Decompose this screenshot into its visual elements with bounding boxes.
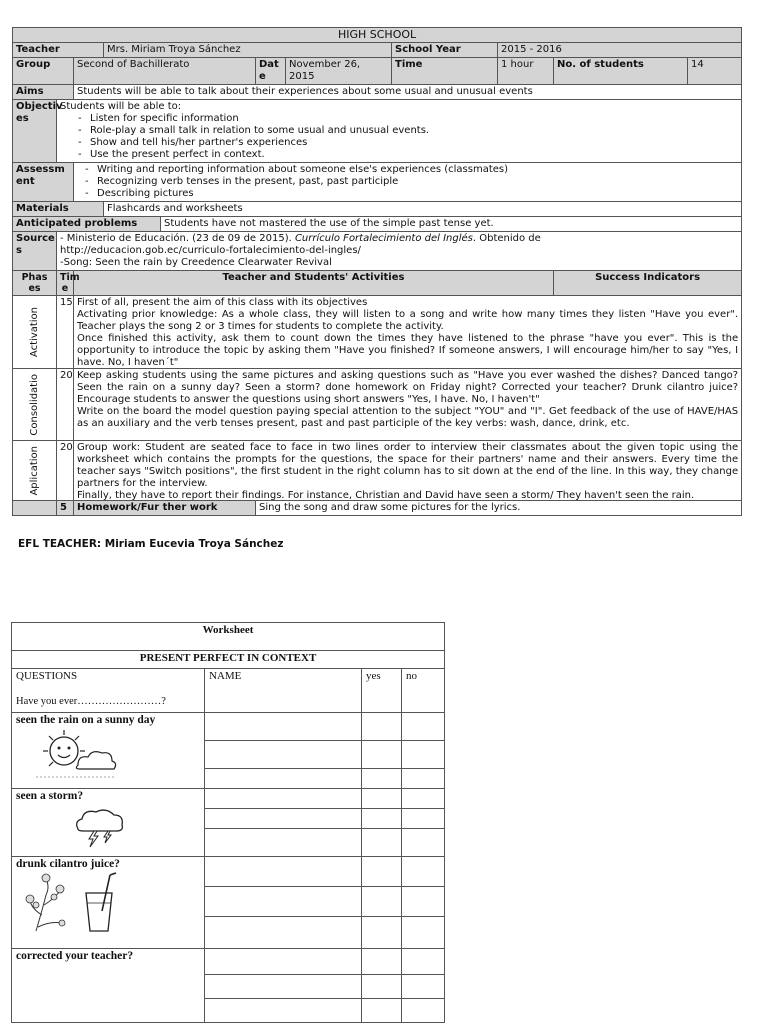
objectives-intro: Students will be able to:	[60, 101, 182, 112]
aims-value: Students will be able to talk about their experiences about some usual and unusual events	[74, 85, 742, 100]
question-cell	[12, 949, 205, 1023]
objectives-cell	[57, 100, 742, 163]
questions-header: QUESTIONS Have you ever……………………?	[12, 669, 205, 713]
teacher-value: Mrs. Miriam Troya Sánchez	[104, 43, 392, 58]
phase-consolidation: Consolidatio	[13, 369, 57, 441]
no-header: no	[402, 669, 445, 713]
activity-cell: First of all, present the aim of this class with its objectives Activating prior knowledge: As a whole class, they will listen to a song and write how many times they listen "Have you ever". Teacher plays the song 2 or 3 times for students to complete the activity. Once finished this activity, ask them to count down the times they have listened to the phrase "have you ever". This is the opportunity to introduce the topic by asking them "Have you finished? If someone answers, I will encourage him/her to say "Yes, I have. No, I haven´t"	[74, 296, 742, 369]
homework-value: Sing the song and draw some pictures for the lyrics.	[256, 501, 742, 516]
problems-value: Students have not mastered the use of the simple past tense yet.	[161, 217, 742, 232]
phase-activation: Activation	[13, 296, 57, 369]
time-header: Tim e	[57, 271, 74, 296]
group-label: Group	[13, 58, 74, 85]
row-time: 15	[57, 296, 74, 369]
question-cell	[12, 713, 205, 789]
objectives-label: Objectiv es	[13, 100, 57, 163]
group-value: Second of Bachillerato	[74, 58, 256, 85]
date-label: Dat e	[256, 58, 286, 85]
assessment-item: - Describing pictures	[77, 188, 738, 200]
objective-item: - Show and tell his/her partner's experiences	[70, 137, 738, 149]
row-time: 20	[57, 441, 74, 501]
worksheet-subtitle: PRESENT PERFECT IN CONTEXT	[12, 651, 445, 669]
students-label: No. of students	[554, 58, 688, 85]
materials-label: Materials	[13, 202, 104, 217]
homework-time: 5	[57, 501, 74, 516]
materials-value: Flashcards and worksheets	[104, 202, 742, 217]
question-text: seen a storm?	[16, 790, 84, 802]
phases-header: Phas es	[13, 271, 57, 296]
problems-label: Anticipated problems	[13, 217, 161, 232]
row-time: 20	[57, 369, 74, 441]
school-title: HIGH SCHOOL	[13, 28, 742, 43]
teacher-signature-line: EFL TEACHER: Miriam Eucevia Troya Sánchez	[18, 538, 284, 550]
source-url: http://educacion.gob.ec/curriculo-fortalecimiento-del-ingles/	[60, 245, 361, 256]
date-value: November 26, 2015	[286, 58, 392, 85]
lesson-plan-table	[12, 27, 742, 516]
storm-cloud-icon	[16, 803, 136, 843]
objective-item: - Role-play a small talk in relation to some usual and unusual events.	[70, 125, 738, 137]
activity-cell: Group work: Student are seated face to face in two lines order to interview their classmates about the given topic using the worksheet which contains the prompts for the questions, the space for their partners' name and their answers. Every time the teacher says "Switch positions", the first student in the right column has to sit down at the end of the line. In this way, they change partners for the interview. Finally, they have to report their findings. For instance, Christian and David have seen a storm/ They haven't seen the rain.	[74, 441, 742, 501]
worksheet-table	[11, 622, 445, 1023]
objective-item: - Use the present perfect in context.	[70, 149, 738, 161]
objective-item: - Listen for specific information	[70, 113, 738, 125]
source-song: -Song: Seen the rain by Creedence Clearwater Revival	[60, 257, 332, 268]
aims-label: Aims	[13, 85, 74, 100]
activity-cell: Keep asking students using the same pictures and asking questions such as "Have you ever washed the dishes? Danced tango? Seen the rain on a sunny day? Seen a storm? done homework on Friday night? Corrected your teacher? Drunk cilantro juice? Encourage students to answer the questions using short answers "Yes, I have. No, I haven't" Write on the board the model question paying special attention to the subject "YOU" and "I". Get feedback of the use of HAVE/HAS as an auxiliary and the verb tenses present, past and past participle of the key verbs: wash, dance, drink, etc.	[74, 369, 742, 441]
assessment-cell	[74, 163, 742, 202]
time-label: Time	[392, 58, 498, 85]
assessment-item: - Writing and reporting information about someone else's experiences (classmates)	[77, 164, 738, 176]
question-text: seen the rain on a sunny day	[16, 714, 156, 726]
yes-header: yes	[362, 669, 402, 713]
success-header: Success Indicators	[554, 271, 742, 296]
source-title: Currículo Fortalecimiento del Inglés	[294, 233, 473, 244]
question-cell	[12, 857, 205, 949]
sources-label: Source s	[13, 232, 57, 271]
question-text: corrected your teacher?	[16, 950, 134, 962]
homework-label: Homework/Fur ther work	[74, 501, 256, 516]
question-cell	[12, 789, 205, 857]
cilantro-juice-icon	[16, 871, 136, 935]
prompt-text: Have you ever……………………?	[16, 696, 166, 707]
students-value: 14	[688, 58, 742, 85]
assessment-item: - Recognizing verb tenses in the present, past, past participle	[77, 176, 738, 188]
activities-header: Teacher and Students' Activities	[74, 271, 554, 296]
question-text: drunk cilantro juice?	[16, 858, 120, 870]
time-value: 1 hour	[498, 58, 554, 85]
worksheet-title: Worksheet	[12, 623, 445, 651]
name-header: NAME	[205, 669, 362, 713]
school-year-label: School Year	[392, 43, 498, 58]
source-suffix: . Obtenido de	[472, 233, 541, 244]
assessment-label: Assessm ent	[13, 163, 74, 202]
sources-cell	[57, 232, 742, 271]
sun-and-cloud-icon	[16, 727, 136, 779]
teacher-label: Teacher	[13, 43, 104, 58]
source-author: - Ministerio de Educación. (23 de 09 de 2015).	[60, 233, 295, 244]
school-year-value: 2015 - 2016	[498, 43, 742, 58]
phase-application: Aplication	[13, 441, 57, 501]
